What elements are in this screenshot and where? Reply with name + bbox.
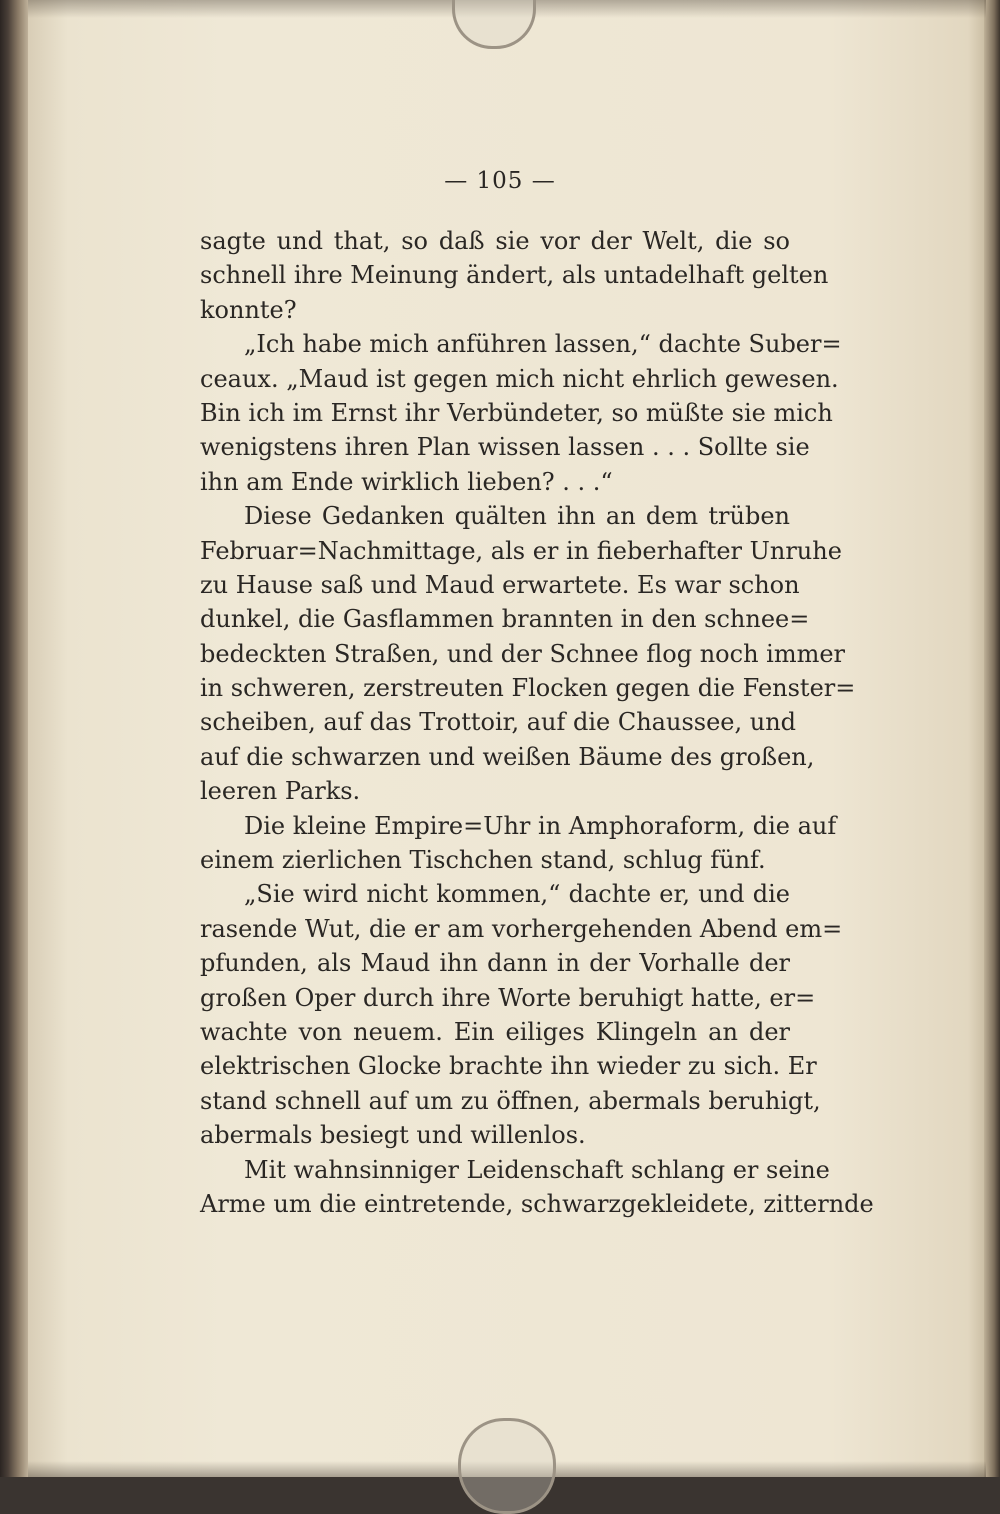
- text-line: Bin ich im Ernst ihr Verbündeter, so müßte sie mich: [200, 398, 833, 427]
- text-line: Mit wahnsinniger Leidenschaft schlang er seine: [244, 1155, 830, 1184]
- text-line: Diese Gedanken quälten ihn an dem trüben: [244, 502, 790, 531]
- text-line: in schweren, zerstreuten Flocken gegen die Fenster=: [200, 674, 856, 703]
- page-edge: [984, 0, 1000, 1477]
- text-line: Die kleine Empire=Uhr in Amphoraform, die auf: [244, 811, 837, 840]
- text-line: sagte und that, so daß sie vor der Welt, die so: [200, 227, 790, 255]
- text-line: wachte von neuem. Ein eiliges Klingeln an der: [200, 1017, 790, 1046]
- text-line: rasende Wut, die er am vorhergehenden Abend em=: [200, 914, 843, 943]
- text-line: großen Oper durch ihre Worte beruhigt hatte, er=: [200, 983, 816, 1012]
- text-line: schnell ihre Meinung ändert, als untadelhaft gelten: [200, 261, 829, 290]
- text-line: stand schnell auf um zu öffnen, abermals beruhigt,: [200, 1086, 821, 1115]
- text-line: abermals besiegt und willenlos.: [200, 1121, 586, 1150]
- text-line: wenigstens ihren Plan wissen lassen . . . Sollte sie: [200, 433, 810, 462]
- text-line: dunkel, die Gasflammen brannten in den schnee=: [200, 605, 810, 634]
- text-line: „Sie wird nicht kommen,“ dachte er, und die: [244, 880, 790, 909]
- text-line: elektrischen Glocke brachte ihn wieder zu sich. Er: [200, 1052, 817, 1081]
- text-line: Februar=Nachmittage, als er in fieberhafter Unruhe: [200, 536, 842, 565]
- text-line: einem zierlichen Tischchen stand, schlug fünf.: [200, 846, 766, 875]
- page-number: — 105 —: [444, 168, 556, 194]
- text-line: bedeckten Straßen, und der Schnee flog noch immer: [200, 639, 846, 668]
- text-line: ihn am Ende wirklich lieben? . . .“: [200, 467, 613, 496]
- text-line: konnte?: [200, 295, 297, 324]
- text-line: scheiben, auf das Trottoir, auf die Chaussee, und: [200, 708, 797, 737]
- text-line: auf die schwarzen und weißen Bäume des großen,: [200, 742, 815, 771]
- text-line: „Ich habe mich anführen lassen,“ dachte Suber=: [244, 330, 842, 359]
- text-line: ceaux. „Maud ist gegen mich nicht ehrlich gewesen.: [200, 364, 839, 393]
- bottom-paper-clip: [458, 1418, 556, 1514]
- text-line: zu Hause saß und Maud erwartete. Es war schon: [200, 570, 800, 599]
- text-line: leeren Parks.: [200, 777, 361, 806]
- body-text: [200, 224, 874, 1221]
- text-line: Arme um die eintretende, schwarzgekleidete, zitternde: [200, 1189, 874, 1218]
- text-line: pfunden, als Maud ihn dann in der Vorhalle der: [200, 949, 790, 978]
